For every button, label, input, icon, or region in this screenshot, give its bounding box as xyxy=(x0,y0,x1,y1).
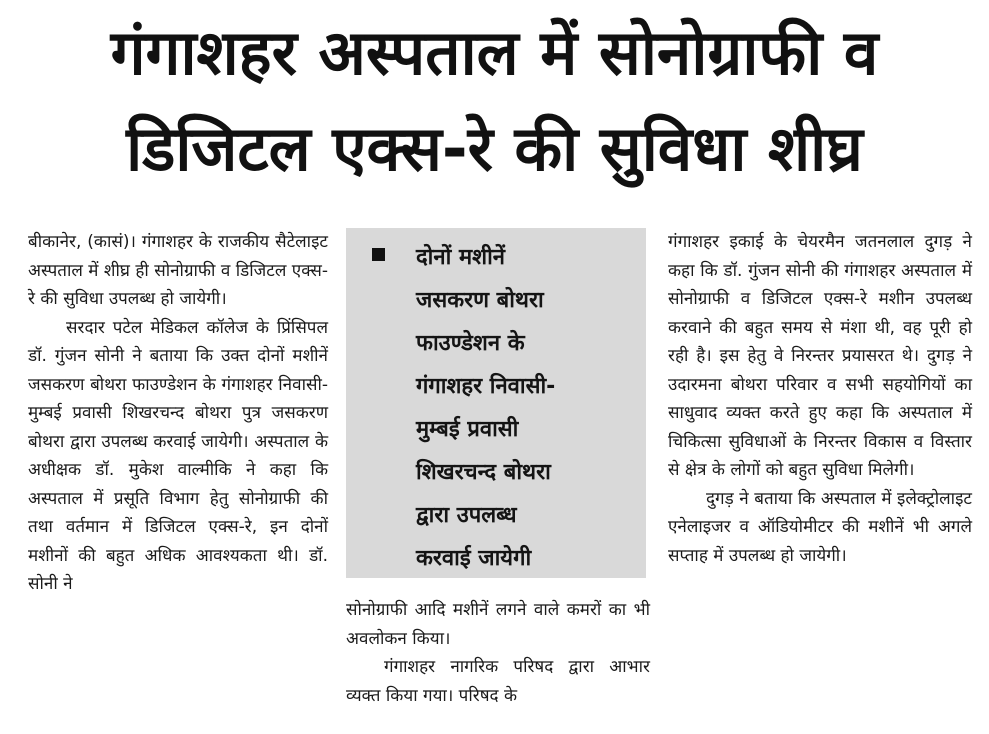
article-paragraph: सरदार पटेल मेडिकल कॉलेज के प्रिंसिपल डॉ. गुंजन सोनी ने बताया कि उक्त दोनों मशीनें जसकरण बोथरा फाउण्डेशन के गंगाशहर निवासी-मुम्बई प्रवासी शिखरचन्द बोथरा पुत्र जसकरण बोथरा द्वारा उपलब्ध करवाई जायेगी। अस्पताल के अधीक्षक डॉ. मुकेश वाल्मीकि ने कहा कि अस्पताल में प्रसूति विभाग हेतु सोनोग्राफी की तथा वर्तमान में डिजिटल एक्स-रे, इन दोनों मशीनों की बहुत अधिक आवश्यकता थी। डॉ. सोनी ने xyxy=(28,317,328,594)
headline-line-1: गंगाशहर अस्पताल में सोनोग्राफी व xyxy=(110,16,879,89)
article-paragraph: गंगाशहर नागरिक परिषद द्वारा आभार व्यक्त किया गया। परिषद के xyxy=(346,657,650,706)
callout-line: करवाई जायेगी xyxy=(416,546,532,571)
article-paragraph: दुगड़ ने बताया कि अस्पताल में इलेक्ट्रोलाइट एनेलाइजर व ऑडियोमीटर की मशीनें भी अगले सप्ताह में उपलब्ध हो जायेगी। xyxy=(668,488,972,566)
headline-line-2: डिजिटल एक्स-रे की सुविधा शीघ्र xyxy=(126,112,863,185)
callout-line: जसकरण बोथरा xyxy=(416,288,544,313)
callout-text xyxy=(416,236,636,580)
article-column-2 xyxy=(346,596,650,710)
highlight-callout-box xyxy=(346,228,646,578)
callout-line: द्वारा उपलब्ध xyxy=(416,503,517,528)
square-bullet-icon xyxy=(372,248,385,261)
article-column-1 xyxy=(28,228,328,599)
callout-line: दोनों मशीनें xyxy=(416,245,505,270)
callout-line: शिखरचन्द बोथरा xyxy=(416,460,551,485)
callout-line: फाउण्डेशन के xyxy=(416,331,525,356)
article-paragraph: गंगाशहर इकाई के चेयरमैन जतनलाल दुगड़ ने कहा कि डॉ. गुंजन सोनी की गंगाशहर अस्पताल में सोनोग्राफी व डिजिटल एक्स-रे मशीन उपलब्ध करवाने की बहुत समय से मंशा थी, वह पूरी हो रही है। इस हेतु वे निरन्तर प्रयासरत थे। दुगड़ ने उदारमना बोथरा परिवार व सभी सहयोगियों का साधुवाद व्यक्त करते हुए कहा कि अस्पताल में चिकित्सा सुविधाओं के निरन्तर विकास व विस्तार से क्षेत्र के लोगों को बहुत सुविधा मिलेगी। xyxy=(668,232,972,480)
callout-line: मुम्बई प्रवासी xyxy=(416,417,519,442)
article-column-3 xyxy=(668,228,972,570)
article-paragraph: बीकानेर, (कासं)। गंगाशहर के राजकीय सैटेलाइट अस्पताल में शीघ्र ही सोनोग्राफी व डिजिटल एक्स-रे की सुविधा उपलब्ध हो जायेगी। xyxy=(28,232,328,309)
article-paragraph: सोनोग्राफी आदि मशीनें लगने वाले कमरों का भी अवलोकन किया। xyxy=(346,600,650,649)
callout-line: गंगाशहर निवासी- xyxy=(416,374,556,399)
